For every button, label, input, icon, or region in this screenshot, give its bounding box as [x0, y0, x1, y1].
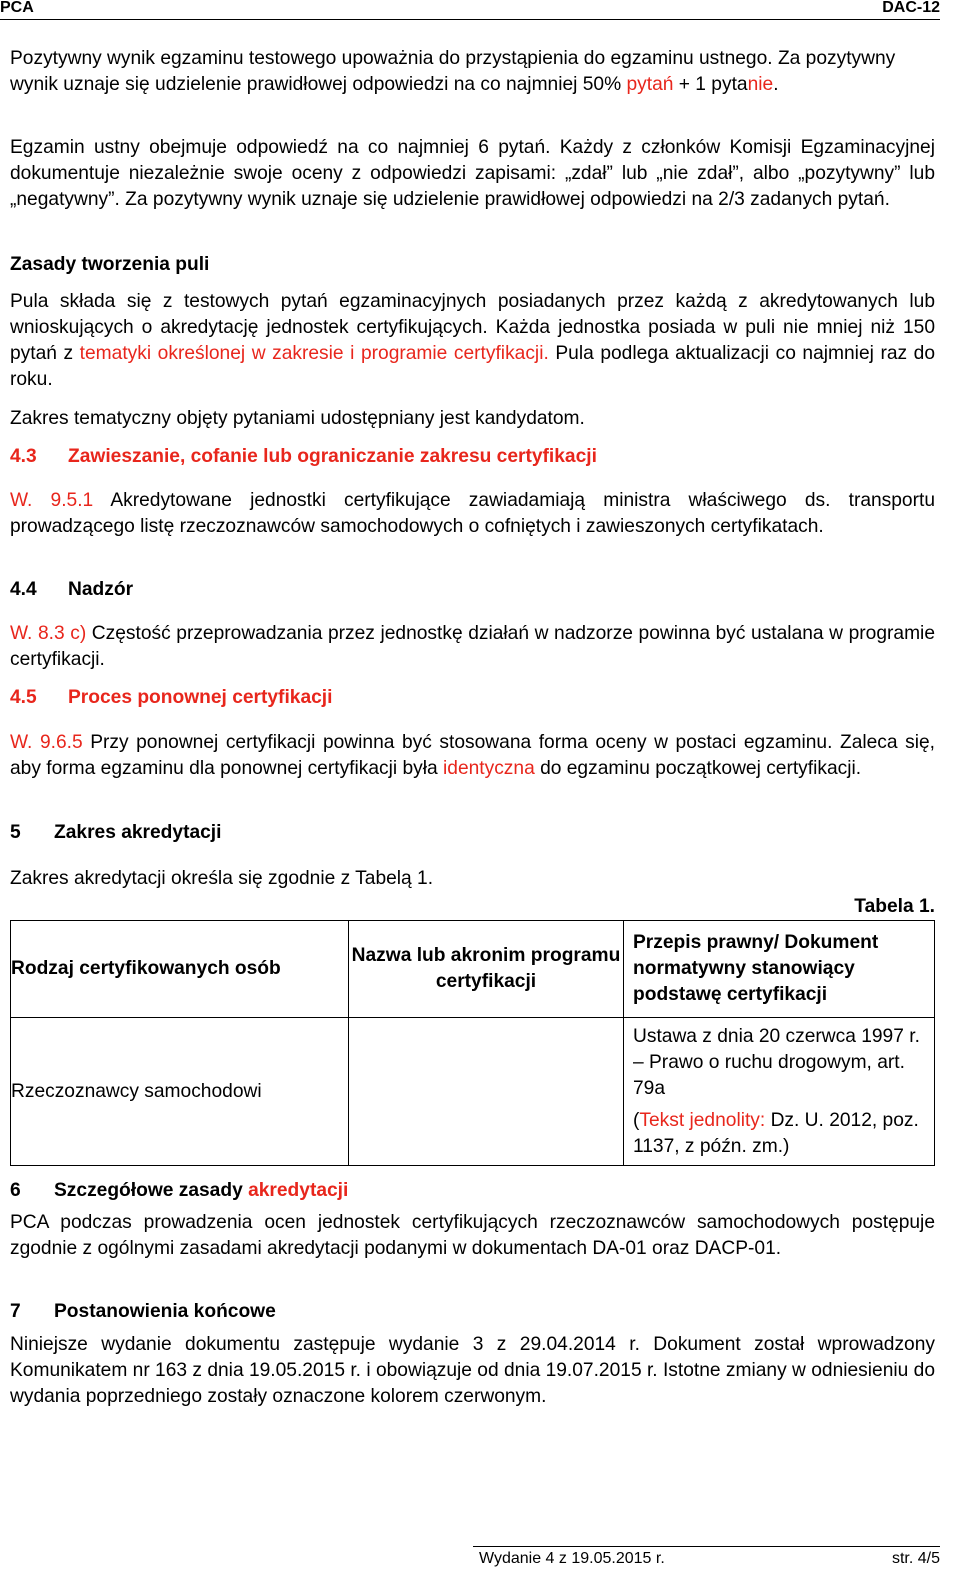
header-cell-persons: Rodzaj certyfikowanych osób — [11, 921, 349, 1018]
table-caption: Tabela 1. — [854, 896, 935, 917]
heading-7: 7 Postanowienia końcowe — [10, 1301, 276, 1322]
heading-4-3: 4.3 Zawieszanie, cofanie lub ograniczanie zakresu certyfikacji — [10, 446, 597, 467]
header-cell-program: Nazwa lub akronim programu certyfikacji — [349, 921, 624, 1018]
paragraph-oral-exam: Egzamin ustny obejmuje odpowiedź na co najmniej 6 pytań. Każdy z członków Komisji Egzaminacyjnej dokumentuje niezależnie swoje oceny z odpowiedzi zapisami: „zdał” lub „nie zdał”, albo „pozytywny” lub „negatywny”. Za pozytywny wynik uznaje się udzielenie prawidłowej odpowiedzi na 2/3 zadanych pytań. — [10, 137, 935, 210]
paragraph-scope-table-ref: Zakres akredytacji określa się zgodnie z Tabelą 1. — [10, 868, 434, 889]
cell-persons: Rzeczoznawcy samochodowi — [11, 1018, 349, 1166]
heading-4-4: 4.4 Nadzór — [10, 579, 134, 600]
paragraph-final-provisions: Niniejsze wydanie dokumentu zastępuje wydanie 3 z 29.04.2014 r. Dokument został wprowadzony Komunikatem nr 163 z dnia 19.05.2015 r. i obowiązuje od dnia 19.07.2015 r. Istotne zmiany w odniesieniu do wydania poprzedniego zostały oznaczone kolorem czerwonym. — [10, 1334, 935, 1407]
footer-page-number: str. 4/5 — [891, 1550, 940, 1567]
page-header — [0, 0, 940, 20]
heading-pool-rules: Zasady tworzenia puli — [10, 254, 210, 275]
header-doc-code: DAC-12 — [882, 0, 940, 16]
footer-edition: Wydanie 4 z 19.05.2015 r. — [479, 1550, 665, 1567]
paragraph-detailed-rules: PCA podczas prowadzenia ocen jednostek certyfikujących rzeczoznawców samochodowych postępuje zgodnie z ogólnymi zasadami akredytacji podanymi w dokumentach DA-01 oraz DACP-01. — [10, 1212, 935, 1259]
cell-program — [349, 1018, 624, 1166]
header-cell-legal-basis: Przepis prawny/ Dokument normatywny stanowiący podstawę certyfikacji — [624, 921, 935, 1018]
paragraph-pool: Pula składa się z testowych pytań egzaminacyjnych posiadanych przez każdą z akredytowanych lub wnioskujących o akredytację jednostek certyfikujących. Każda jednostka posiada w puli nie mniej niż 150 pytań z tematyki określonej w zakresie i programie certyfikacji. Pula podlega aktualizacji co najmniej raz do roku. — [10, 291, 936, 390]
heading-6: 6 Szczegółowe zasady akredytacji — [10, 1180, 349, 1201]
paragraph-w965: W. 9.6.5 Przy ponownej certyfikacji powinna być stosowana forma oceny w postaci egzaminu. Zaleca się, aby forma egzaminu dla ponownej certyfikacji była identyczna do egzaminu początkowej certyfikacji. — [10, 732, 935, 779]
heading-4-5: 4.5 Proces ponownej certyfikacji — [10, 687, 333, 708]
heading-5: 5 Zakres akredytacji — [10, 822, 222, 843]
paragraph-w83c: W. 8.3 c) Częstość przeprowadzania przez jednostkę działań w nadzorze powinna być ustalana w programie certyfikacji. — [10, 623, 935, 670]
table-row — [11, 1018, 935, 1166]
header-org: PCA — [0, 0, 34, 16]
scope-table — [10, 920, 935, 1166]
page-footer — [473, 1546, 940, 1567]
paragraph-scope-topics: Zakres tematyczny objęty pytaniami udostępniany jest kandydatom. — [10, 408, 585, 429]
paragraph-w951: W. 9.5.1 Akredytowane jednostki certyfikujące zawiadamiają ministra właściwego ds. transportu prowadzącego listę rzeczoznawców samochodowych o cofniętych i zawieszonych certyfikatach. — [10, 490, 935, 537]
table-header-row — [11, 921, 935, 1018]
cell-legal-basis: Ustawa z dnia 20 czerwca 1997 r. – Prawo o ruchu drogowym, art. 79a (Tekst jednolity: Dz. U. 2012, poz. 1137, z późn. zm.) — [624, 1018, 935, 1166]
paragraph-written-exam: Pozytywny wynik egzaminu testowego upoważnia do przystąpienia do egzaminu ustnego. Za pozytywny wynik uznaje się udzielenie prawidłowej odpowiedzi na co najmniej 50% pytań + 1 pytanie. — [10, 48, 896, 95]
